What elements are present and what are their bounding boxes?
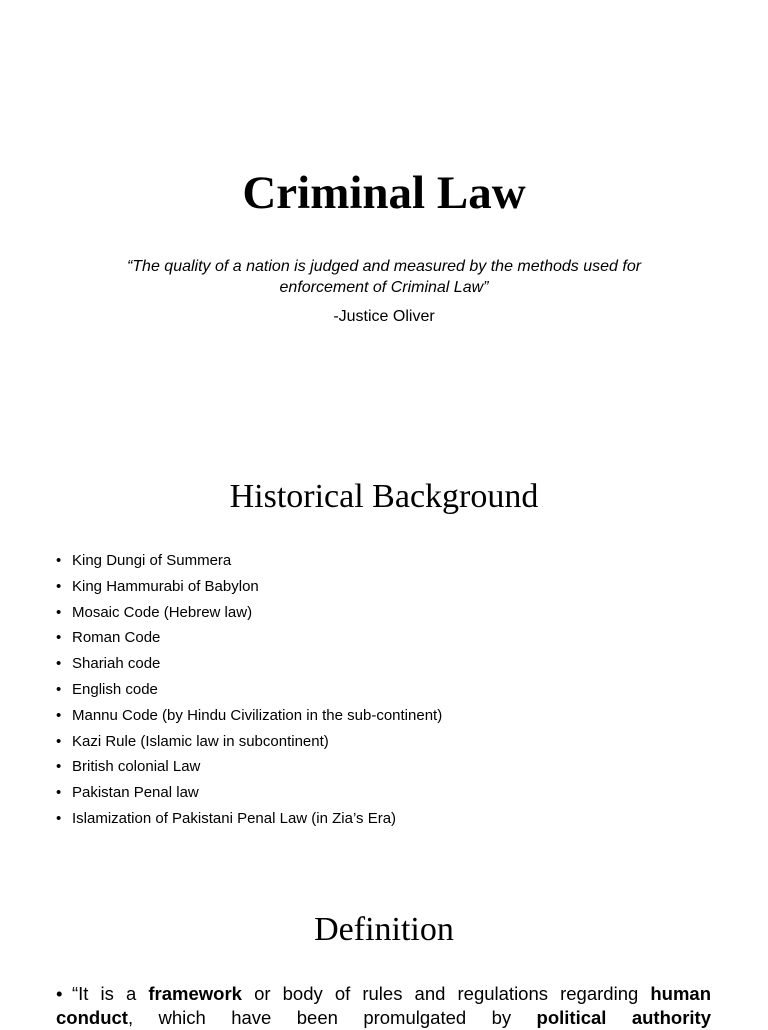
list-item bbox=[56, 600, 442, 626]
list-item bbox=[56, 625, 442, 651]
list-item bbox=[56, 780, 442, 806]
list-item bbox=[56, 651, 442, 677]
list-item-text: Pakistan Penal law bbox=[72, 784, 199, 802]
quote-author: -Justice Oliver bbox=[333, 308, 435, 325]
list-item bbox=[56, 729, 442, 755]
definition-heading: Definition bbox=[314, 911, 454, 948]
bullet-icon: • bbox=[56, 983, 63, 1004]
bullet-icon: • bbox=[56, 577, 62, 595]
list-item-text: Islamization of Pakistani Penal Law (in Zia’s Era) bbox=[72, 809, 397, 827]
list-item-text: British colonial Law bbox=[72, 758, 201, 776]
quote-text: “The quality of a nation is judged and measured by the methods used for enforcement of Criminal Law” bbox=[126, 258, 642, 296]
definition-emphasis: human conduct bbox=[56, 983, 712, 1028]
bullet-icon: • bbox=[56, 732, 62, 750]
list-item-text: Mannu Code (by Hindu Civilization in the sub-continent) bbox=[72, 706, 443, 724]
definition-emphasis: political authority bbox=[536, 1007, 711, 1028]
bullet-icon: • bbox=[56, 629, 62, 647]
bullet-icon: • bbox=[56, 552, 62, 569]
definition-text: “It is a bbox=[72, 983, 149, 1004]
bullet-icon: • bbox=[56, 603, 62, 621]
list-item-text: Shariah code bbox=[72, 655, 161, 673]
bullet-icon: • bbox=[56, 784, 62, 802]
bullet-icon: • bbox=[56, 758, 62, 776]
list-item-text: Roman Code bbox=[72, 629, 161, 647]
definition-text: or body of rules and regulations regarding bbox=[241, 983, 651, 1004]
bullet-icon: • bbox=[56, 809, 62, 827]
list-item-text: Mosaic Code (Hebrew law) bbox=[72, 603, 253, 621]
list-item bbox=[56, 677, 442, 703]
list-item bbox=[56, 574, 442, 600]
list-item-text: King Dungi of Summera bbox=[72, 552, 232, 569]
list-item-text: Kazi Rule (Islamic law in subcontinent) bbox=[72, 732, 329, 750]
slide-title: Criminal Law bbox=[242, 167, 526, 219]
historical-background-list bbox=[56, 548, 442, 832]
historical-background-heading: Historical Background bbox=[229, 478, 539, 515]
list-item-text: English code bbox=[72, 680, 158, 698]
list-item bbox=[56, 806, 442, 832]
bullet-icon: • bbox=[56, 680, 62, 698]
bullet-icon: • bbox=[56, 655, 62, 673]
definition-text: , which have been promulgated by bbox=[127, 1007, 537, 1028]
list-item bbox=[56, 548, 442, 574]
list-item bbox=[56, 703, 442, 729]
bullet-icon: • bbox=[56, 706, 62, 724]
definition-paragraph bbox=[56, 982, 711, 1030]
list-item bbox=[56, 754, 442, 780]
list-item-text: King Hammurabi of Babylon bbox=[72, 577, 259, 595]
definition-emphasis: framework bbox=[148, 983, 242, 1004]
